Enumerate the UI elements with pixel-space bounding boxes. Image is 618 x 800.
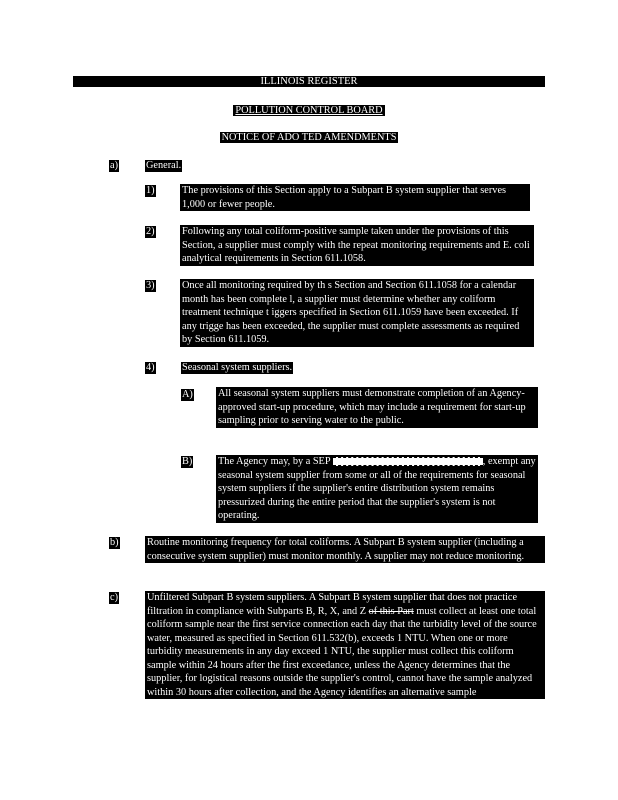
sub-item-b-paragraph <box>218 455 536 523</box>
section-c-rest: must collect at least one total coliform sample near the first service connection each day that the turbidity level of the source water, measured as specified in Section 611.532(b), exceeds 1 NTU. When one or more turbidity measurements in any day exceed 1 NTU, the supplier must collect this coliform sample within 24 hours after the first exceedance, unless the Agency determines that the supplier, for logistical reasons outside the supplier's control, cannot have the sample analyzed within 30 hours after collection, and the Agency identifies an alternative sample <box>147 605 537 698</box>
section-c-label: c) <box>110 592 118 603</box>
sub-item-a-text <box>216 387 538 428</box>
section-c-lead: Unfiltered Subpart B system suppliers. A Subpart B system supplier that does not practice filtration in compliance with Subparts B, R, X, and Z <box>147 592 518 617</box>
item-1-label: 1) <box>146 185 155 196</box>
section-a-label: a) <box>110 160 118 171</box>
sub-item-b-label: B) <box>182 456 193 467</box>
redacted-region <box>333 457 483 466</box>
item-3-label: 3) <box>146 280 155 291</box>
item-3-paragraph: Once all monitoring required by th s Section and Section 611.1058 for a calendar month has been complete l, a supplier must determine whether any coliform treatment technique t iggers specified in Section 611.1059 have been exceeded. If any trigge has been exceeded, the supplier must complete assessments as required by Section 611.1059. <box>182 280 520 345</box>
sub-item-b-comma: , <box>482 456 486 467</box>
sub-item-b-text <box>216 455 538 523</box>
item-4-label: 4) <box>146 362 155 373</box>
register-header: ILLINOIS REGISTER <box>73 76 545 87</box>
item-2-label: 2) <box>146 226 155 237</box>
section-b-text <box>145 536 545 563</box>
sub-item-a-label: A) <box>182 389 193 400</box>
item-2-text <box>180 225 534 266</box>
sub-item-b-lead: The Agency may, by a SEP <box>218 456 331 467</box>
sub-item-b-rest: exempt any seasonal system supplier from some or all of the requirements for seasonal system suppliers if the supplier's entire distribution system remains pressurized during the entire period that the supplier's system is not operating. <box>218 456 536 521</box>
section-c-strike: of this Part <box>368 605 414 617</box>
item-1-text <box>180 184 530 211</box>
notice-title <box>0 131 618 145</box>
item-1-paragraph: The provisions of this Section apply to a Subpart B system supplier that serves 1,000 or fewer people. <box>182 185 507 210</box>
item-3-text <box>180 279 534 347</box>
item-4-text: Seasonal system suppliers. <box>182 362 293 373</box>
section-c-text <box>145 591 545 699</box>
section-c-paragraph <box>147 591 543 699</box>
item-2-paragraph: Following any total coliform-positive sample taken under the provisions of this Section, a supplier must comply with the repeat monitoring requirements and E. coli analytical requirements in Section 611.1058. <box>182 226 530 264</box>
board-title <box>0 104 618 118</box>
sub-item-a-paragraph: All seasonal system suppliers must demonstrate completion of an Agency-approved start-up procedure, which may include a requirement for start-up sampling prior to serving water to the public. <box>218 388 526 426</box>
section-b-paragraph: Routine monitoring frequency for total coliforms. A Subpart B system supplier (including a consecutive system supplier) must monitor monthly. A supplier may not reduce monitoring. <box>147 537 525 562</box>
notice-title-text: NOTICE OF ADO TED AMENDMENTS <box>221 132 397 143</box>
section-b-label: b) <box>110 537 119 548</box>
board-title-text: POLLUTION CONTROL BOARD <box>235 105 383 116</box>
section-a-title: General. <box>146 160 182 171</box>
